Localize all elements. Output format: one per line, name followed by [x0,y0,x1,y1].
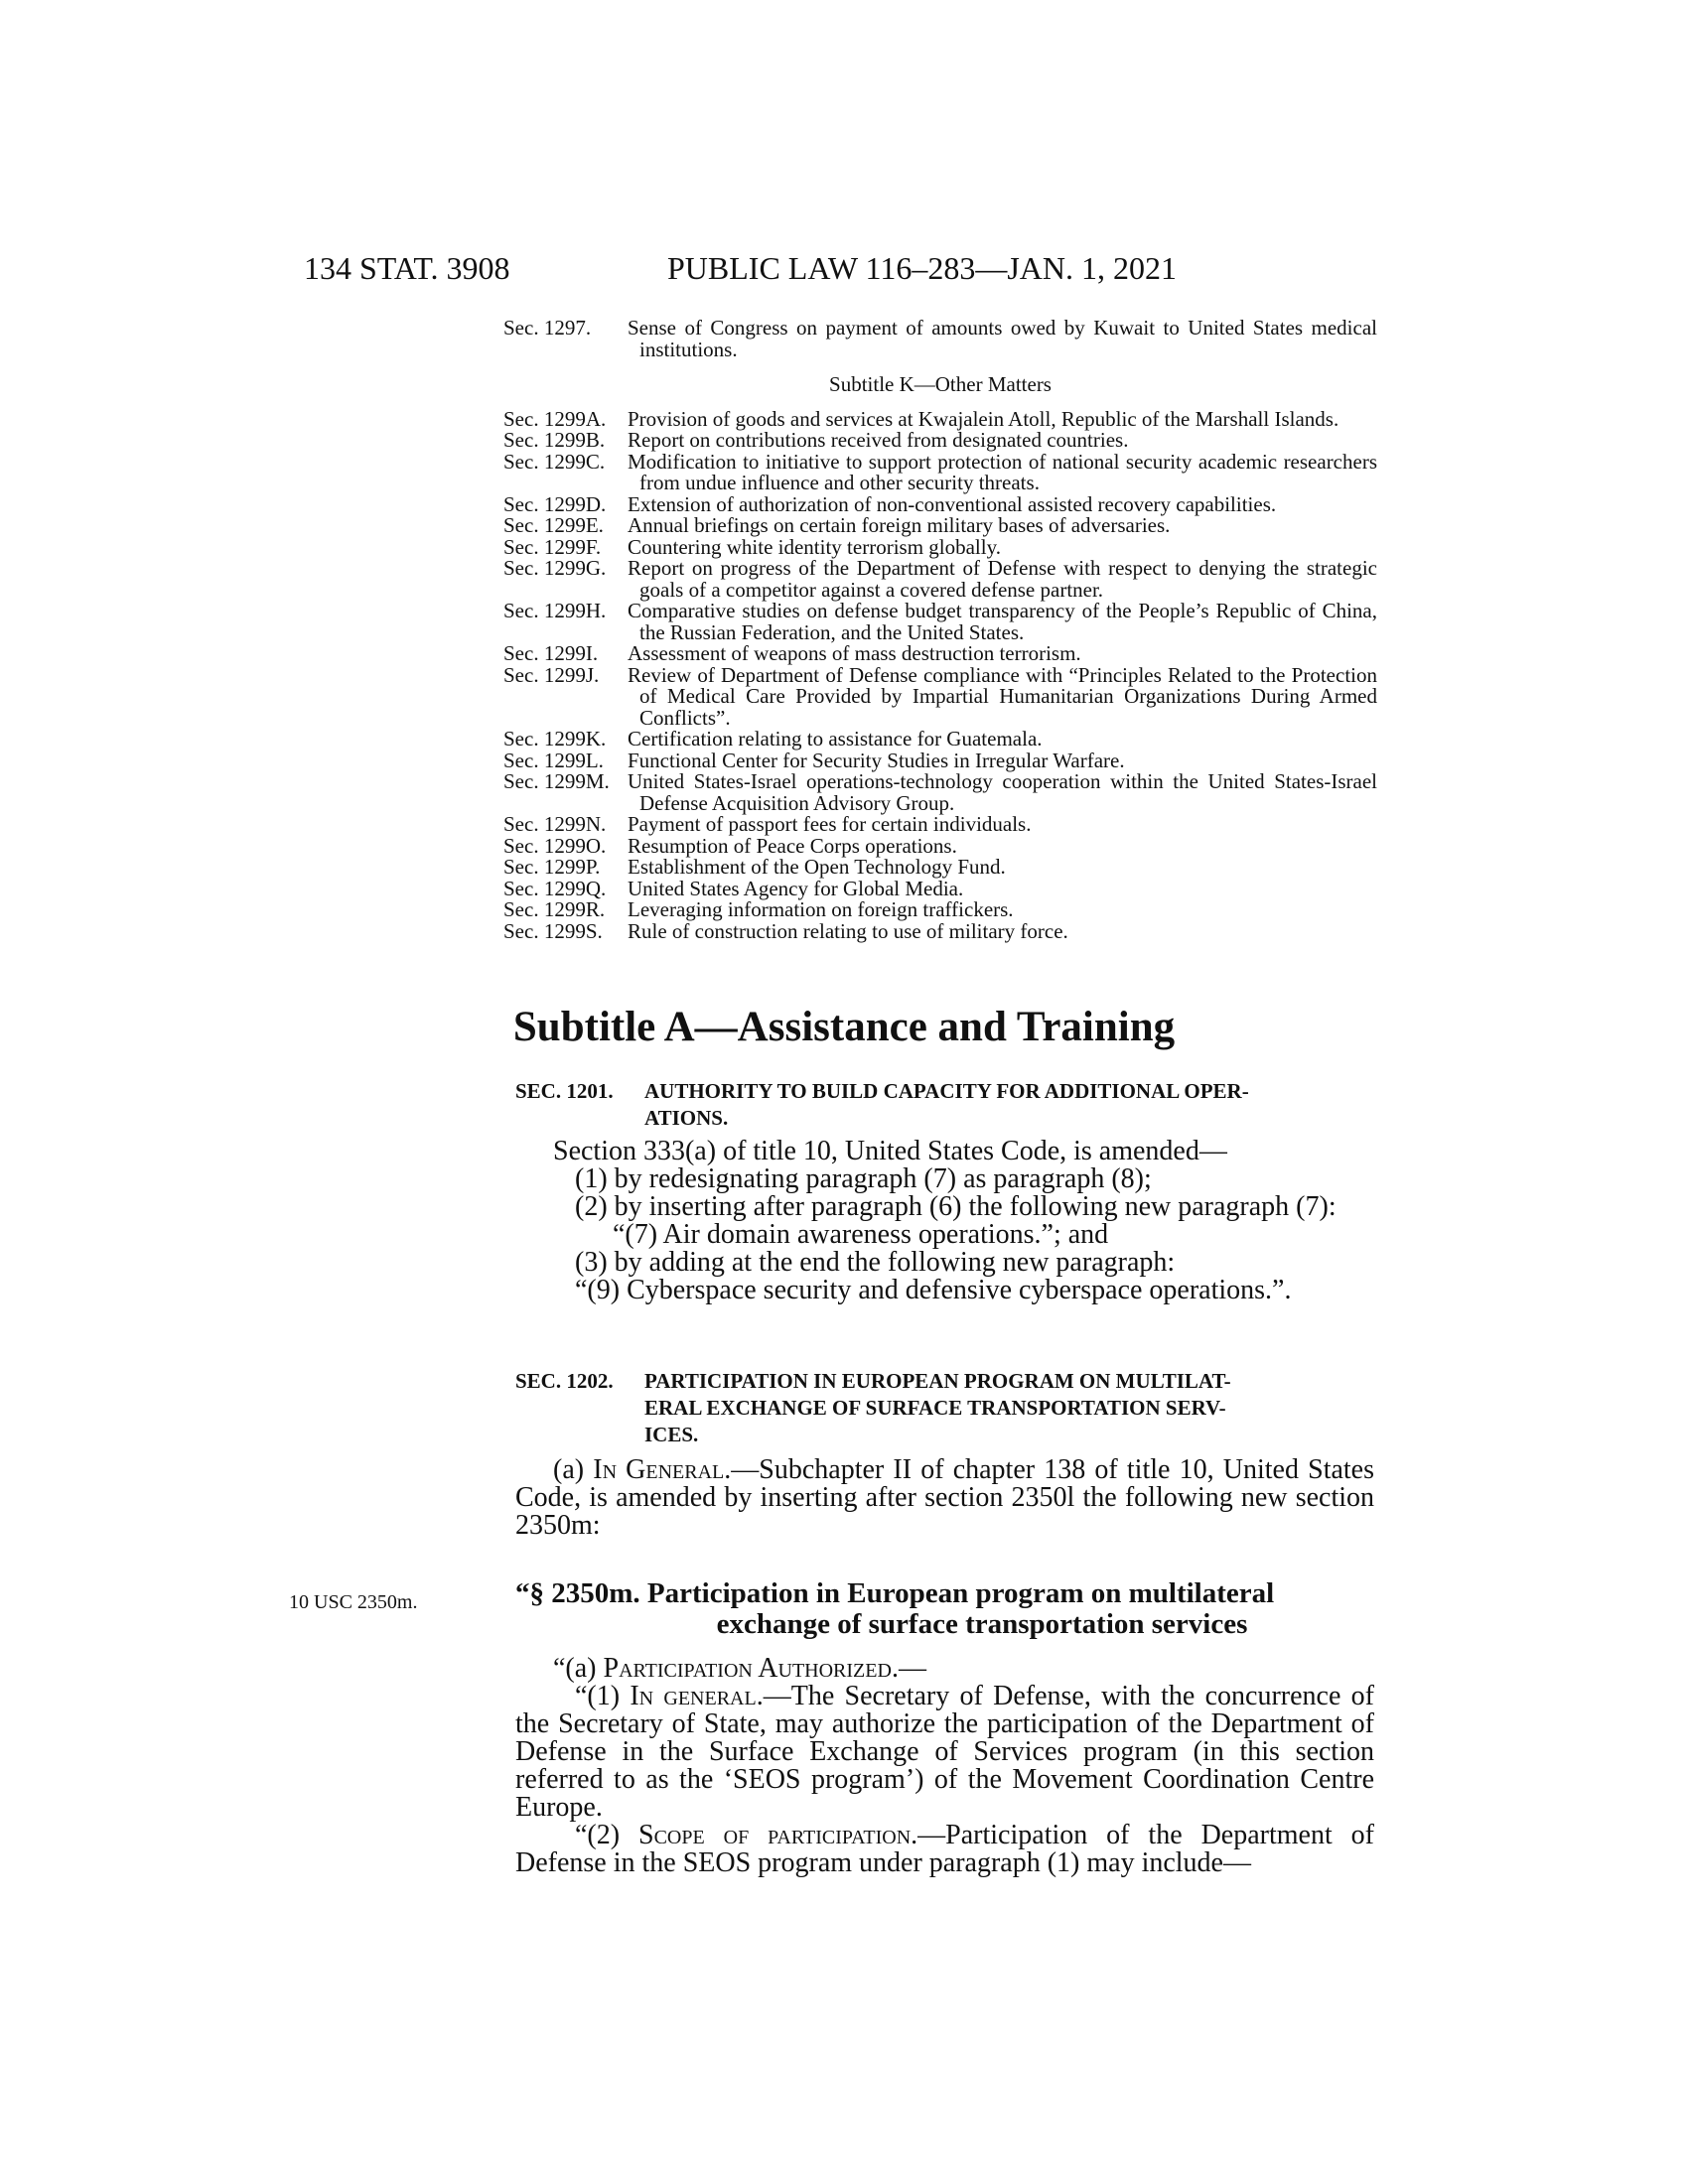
toc-item: Sec. 1299O. Resumption of Peace Corps operations. [503,833,957,858]
toc-item: Sec. 1299Q. United States Agency for Global Media. [503,876,964,900]
toc-item: Sec. 1299G. Report on progress of the Department of Defense with respect to denying the strategic goals of a competitor against a covered defense partner. [503,556,1377,602]
section-1202-subsection-a: (a) In General.—Subchapter II of chapter 138 of title 10, United States Code, is amended by inserting after section 2350l the following new section 2350m: [515,1454,1375,1541]
toc-item: Sec. 1299P. Establishment of the Open Technology Fund. [503,855,1006,879]
toc-item: Sec. 1299N. Payment of passport fees for certain individuals. [503,812,1032,836]
page-reference: 134 STAT. 3908 [304,250,510,286]
law-title: PUBLIC LAW 116–283—JAN. 1, 2021 [667,250,1177,286]
toc-item: Sec. 1299H. Comparative studies on defense budget transparency of the People’s Republic of China, the Russian Federation, and the United States. [503,599,1377,644]
toc-item: Sec. 1297. Sense of Congress on payment of amounts owed by Kuwait to United States medical institutions. [503,316,1377,361]
section-1202-heading: SEC. 1202. PARTICIPATION IN EUROPEAN PROGRAM ON MULTILAT- ERAL EXCHANGE OF SURFACE TRANSPORTATION SERV- ICES. [515,1369,1231,1446]
toc-item: Sec. 1299L. Functional Center for Security Studies in Irregular Warfare. [503,748,1125,772]
margin-citation: 10 USC 2350m. [289,1591,418,1613]
toc-item: Sec. 1299F. Countering white identity terrorism globally. [503,534,1001,559]
section-1201-body: Section 333(a) of title 10, United States Code, is amended— (1) by redesignating paragraph (7) as paragraph (8); (2) by inserting after paragraph (6) the following new paragraph (7): “(7) Air domain awareness operations.”; and (3) by adding at the end the following new paragraph: “(9) Cyberspace security and defensive cyberspace operations.”. [553,1136,1336,1305]
table-of-contents [503,318,1377,942]
toc-list [503,406,1377,943]
subtitle-heading: Subtitle A—Assistance and Training [512,1004,1176,1050]
section-1201-heading: SEC. 1201. AUTHORITY TO BUILD CAPACITY FOR ADDITIONAL OPER- ATIONS. [515,1079,1249,1130]
toc-item: Sec. 1299R. Leveraging information on foreign traffickers. [503,897,1014,921]
new-section-body [515,1655,1374,1877]
toc-item: Sec. 1299D. Extension of authorization of non-conventional assisted recovery capabilities. [503,491,1277,516]
toc-item: Sec. 1299E. Annual briefings on certain foreign military bases of adversaries. [503,513,1171,537]
toc-item: Sec. 1299I. Assessment of weapons of mass destruction terrorism. [503,641,1081,665]
toc-item: Sec. 1299K. Certification relating to assistance for Guatemala. [503,727,1043,751]
toc-item: Sec. 1299S. Rule of construction relating to use of military force. [503,918,1068,943]
subsection-a-heading: “(a) Participation Authorized.— [553,1653,926,1684]
paragraph-a2: “(2) Scope of participation.—Participation of the Department of Defense in the SEOS program under paragraph (1) may include— [515,1820,1374,1878]
toc-item: Sec. 1299J. Review of Department of Defense compliance with “Principles Related to the Protection of Medical Care Provided by Impartial Humanitarian Organizations During Armed Conflicts”. [503,662,1377,730]
paragraph-a1: “(1) In general.—The Secretary of Defense, with the concurrence of the Secretary of State, may authorize the participation of the Department of Defense in the Surface Exchange of Services program (in this section referred to as the ‘SEOS program’) of the Movement Coordination Centre Europe. [515,1681,1375,1823]
page-header [0,250,1688,290]
toc-item: Sec. 1299A. Provision of goods and services at Kwajalein Atoll, Republic of the Marshall Islands. [503,406,1339,431]
new-section-heading: “§ 2350m. Participation in European program on multilateral exchange of surface transportation services [515,1577,1275,1640]
toc-item: Sec. 1299M. United States-Israel operations-technology cooperation within the United States-Israel Defense Acquisition Advisory Group. [503,769,1377,815]
toc-subtitle: Subtitle K—Other Matters [829,372,1052,396]
toc-item: Sec. 1299B. Report on contributions received from designated countries. [503,428,1129,452]
toc-item: Sec. 1299C. Modification to initiative to support protection of national security academic researchers from undue influence and other security threats. [503,449,1377,494]
